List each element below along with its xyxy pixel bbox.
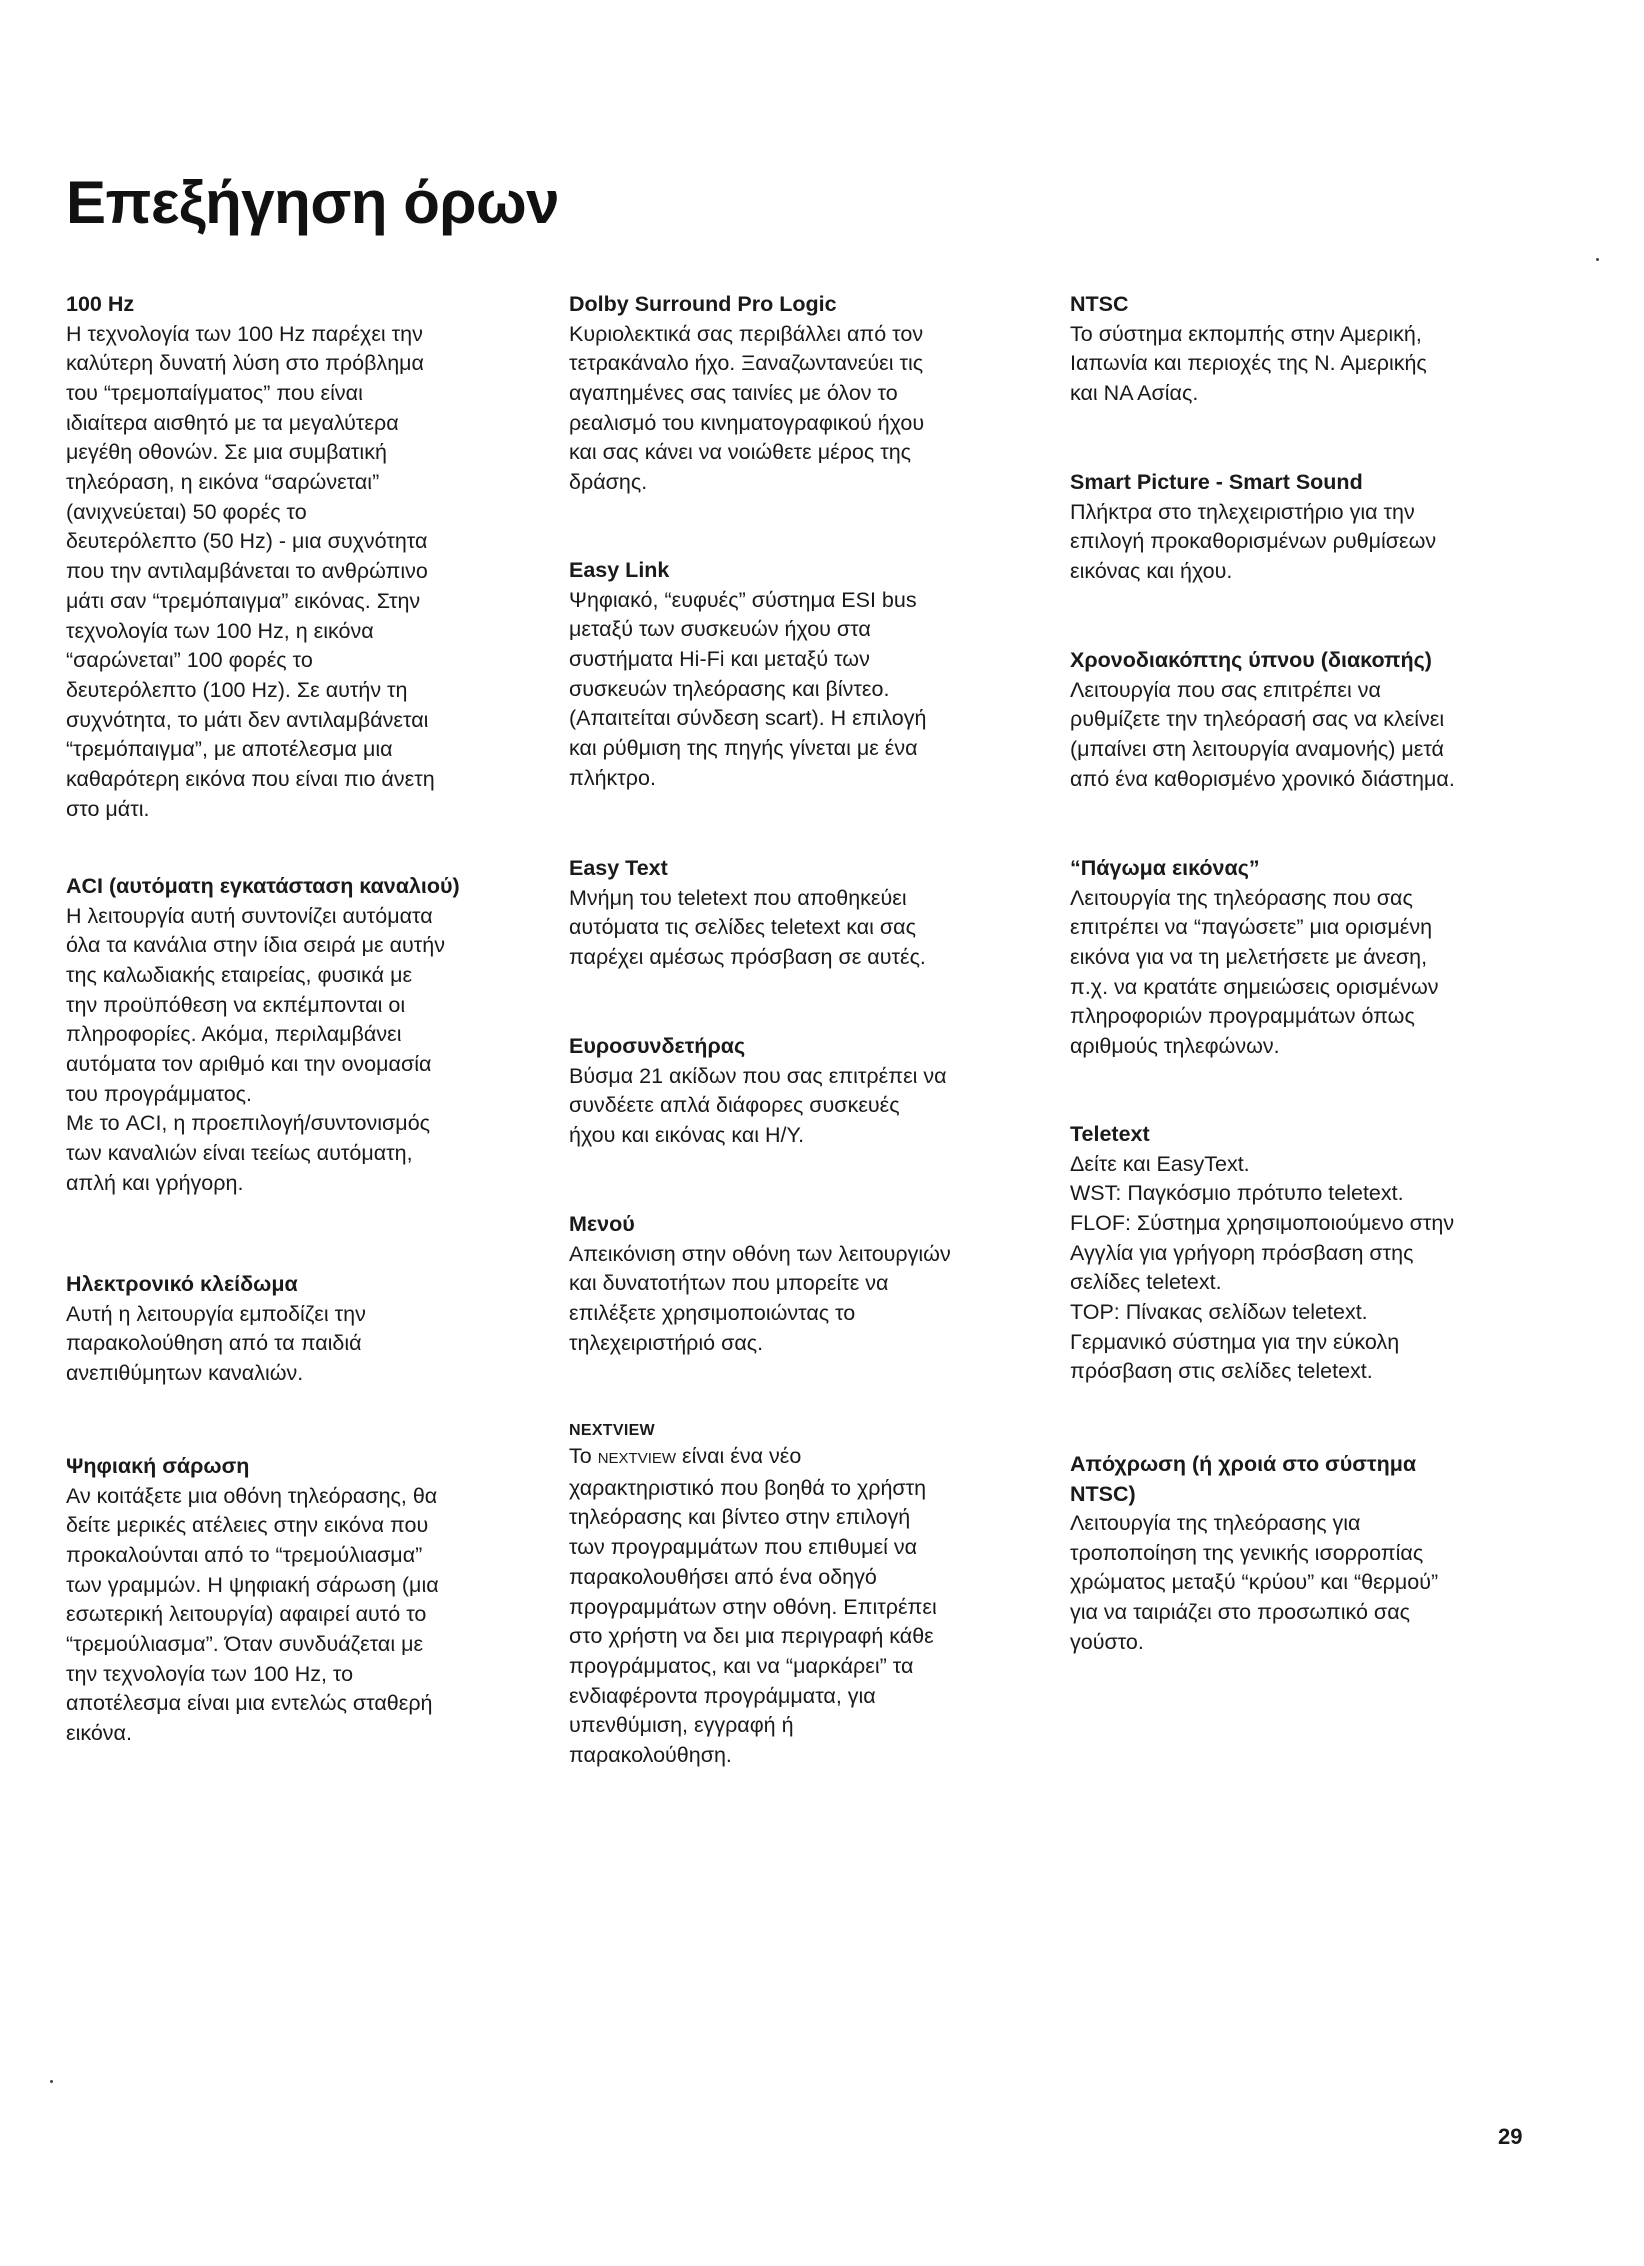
glossary-definition: Λειτουργία της τηλεόρασης για τροποποίηση της γενικής ισορροπίας χρώματος μεταξύ “κρύου” και “θερμού” για να ταιριάζει στο προσωπικό σας γούστο. — [1070, 1511, 1439, 1654]
scan-speck — [50, 2080, 53, 2083]
glossary-term: Teletext — [1070, 1122, 1150, 1146]
glossary-entry-smart-picture — [1070, 468, 1540, 587]
page-title: Επεξήγηση όρων — [66, 169, 560, 236]
glossary-definition: Το σύστημα εκπομπής στην Αμερική, Ιαπωνία και περιοχές της Ν. Αμερικής και ΝΑ Ασίας. — [1070, 321, 1427, 405]
glossary-definition: Η λειτουργία αυτή συντονίζει αυτόματα όλα τα κανάλια στην ίδια σειρά με αυτήν της καλωδιακής εταιρείας, φυσικά με την προϋπόθεση να εκπέμπονται οι πληροφορίες. Ακόμα, περιλαμβάνει αυτόματα τον αριθμό και την ονομασία του προγράμματος. Με το ACI, η προεπιλογή/συντονισμός των καναλιών είναι τεείως αυτόματη, απλή και γρήγορη. — [66, 903, 445, 1195]
glossary-definition: Μνήμη του teletext που αποθηκεύει αυτόματα τις σελίδες teletext και σας παρέχει αμέσως πρόσβαση σε αυτές. — [569, 885, 926, 969]
glossary-term: Μενού — [569, 1212, 635, 1236]
glossary-entry-freeze-frame — [1070, 854, 1540, 1062]
glossary-term: NTSC — [1070, 292, 1129, 316]
glossary-definition: Δείτε και EasyText. WST: Παγκόσμιο πρότυπο teletext. FLOF: Σύστημα χρησιμοποιούμενο στην Αγγλία για γρήγορη πρόσβαση στης σελίδες teletext. TOP: Πίνακας σελίδων teletext. Γερμανικό σύστημα για την εύκολη πρόσβαση στις σελίδες teletext. — [1070, 1151, 1455, 1384]
glossary-entry-ntsc — [1070, 290, 1540, 409]
definition-prefix: Το — [569, 1444, 598, 1468]
glossary-definition: Βύσμα 21 ακίδων που σας επιτρέπει να συνδέετε απλά διάφορες συσκευές ήχου και εικόνας και Η/Υ. — [569, 1063, 947, 1147]
definition-body: είναι ένα νέο χαρακτηριστικό που βοηθά το χρήστη τηλεόρασης και βίντεο στην επιλογή των προγραμμάτων που επιθυμεί να παρακολουθήσει από ένα οδηγό προγραμμάτων στην οθόνη. Επιτρέπει στο χρήστη να δει μια περιγραφή κάθε προγράμματος, και να “μαρκάρει” τα ενδιαφέροντα προγράμματα, για υπενθύμιση, εγγραφή ή παρακολούθηση. — [569, 1444, 937, 1768]
glossary-term: Easy Link — [569, 558, 670, 582]
glossary-entry-digital-scan — [66, 1452, 536, 1749]
glossary-term: Απόχρωση (ή χροιά στο σύστημα NTSC) — [1070, 1452, 1417, 1506]
glossary-definition: Η τεχνολογία των 100 Hz παρέχει την καλύτερη δυνατή λύση στο πρόβλημα του “τρεμοπαίγματος” που είναι ιδιαίτερα αισθητό με τα μεγαλύτερα μεγέθη οθονών. Σε μια συμβατική τηλεόραση, η εικόνα “σαρώνεται” (ανιχνεύεται) 50 φορές το δευτερόλεπτο (50 Hz) - μια συχνότητα που την αντιλαμβάνεται το ανθρώπινο μάτι σαν “τρεμόπαιγμα” εικόνας. Στην τεχνολογία των 100 Hz, η εικόνα “σαρώνεται” 100 φορές το δευτερόλεπτο (100 Hz). Σε αυτήν τη συχνότητα, το μάτι δεν αντιλαμβάνεται “τρεμόπαιγμα”, με αποτέλεσμα μια καθαρότερη εικόνα που είναι πιο άνετη στο μάτι. — [66, 321, 435, 821]
glossary-definition: Κυριολεκτικά σας περιβάλλει από τον τετρακάναλο ήχο. Ξαναζωντανεύει τις αγαπημένες σας ταινίες με όλον το ρεαλισμό του κινηματογραφικού ήχου και σας κάνει να νοιώθετε μέρος της δράσης. — [569, 321, 925, 495]
nextview-brand: NEXTVIEW — [597, 1450, 677, 1467]
glossary-entry-euroconnector — [569, 1032, 1039, 1151]
glossary-term: 100 Hz — [66, 292, 135, 316]
glossary-definition — [569, 1442, 1039, 1771]
page-number: 29 — [1498, 2124, 1523, 2149]
glossary-term: Χρονοδιακόπτης ύπνου (διακοπής) — [1070, 648, 1432, 672]
glossary-entry-dolby-surround — [569, 290, 1039, 498]
glossary-entry-electronic-lock — [66, 1270, 536, 1389]
glossary-term: Ηλεκτρονικό κλείδωμα — [66, 1272, 298, 1296]
glossary-entry-hue — [1070, 1450, 1540, 1658]
scan-speck — [1596, 258, 1599, 261]
glossary-entry-menu — [569, 1210, 1039, 1358]
glossary-definition: Αυτή η λειτουργία εμποδίζει την παρακολούθηση από τα παιδιά ανεπιθύμητων καναλιών. — [66, 1301, 366, 1385]
glossary-term: Easy Text — [569, 856, 668, 880]
glossary-entry-100hz — [66, 290, 536, 824]
glossary-definition: Λειτουργία της τηλεόρασης που σας επιτρέπει να “παγώσετε” μια ορισμένη εικόνα για να τη μελετήσετε με άνεση, π.χ. να κρατάτε σημειώσεις ορισμένων πληροφοριών προγραμμάτων όπως αριθμούς τηλεφώνων. — [1070, 885, 1439, 1059]
glossary-entry-aci — [66, 872, 536, 1199]
glossary-definition: Αν κοιτάξετε μια οθόνη τηλεόρασης, θα δείτε μερικές ατέλειες στην εικόνα που προκαλούνται από το “τρεμούλιασμα” των γραμμών. Η ψηφιακή σάρωση (μια εσωτερική λειτουργία) αφαιρεί αυτό το “τρεμούλιασμα”. Όταν συνδυάζεται με την τεχνολογία των 100 Hz, το αποτέλεσμα είναι μια εντελώς σταθερή εικόνα. — [66, 1483, 439, 1746]
glossary-entry-easy-text — [569, 854, 1039, 973]
glossary-term: ACI (αυτόματη εγκατάσταση καναλιού) — [66, 874, 460, 898]
glossary-term: Dolby Surround Pro Logic — [569, 292, 837, 316]
glossary-term: “Πάγωμα εικόνας” — [1070, 856, 1260, 880]
glossary-entry-easy-link — [569, 556, 1039, 793]
glossary-term: NEXTVIEW — [569, 1422, 655, 1439]
glossary-term: Ευροσυνδετήρας — [569, 1034, 746, 1058]
glossary-definition: Ψηφιακό, “ευφυές” σύστημα ESI bus μεταξύ των συσκευών ήχου στα συστήματα Hi-Fi και μεταξύ των συσκευών τηλεόρασης και βίντεο. (Απαιτείται σύνδεση scart). Η επιλογή και ρύθμιση της πηγής γίνεται με ένα πλήκτρο. — [569, 587, 927, 790]
glossary-definition: Λειτουργία που σας επιτρέπει να ρυθμίζετε την τηλεόρασή σας να κλείνει (μπαίνει στη λειτουργία αναμονής) μετά από ένα καθορισμένο χρονικό διάστημα. — [1070, 677, 1455, 791]
glossary-term: Smart Picture - Smart Sound — [1070, 470, 1363, 494]
glossary-entry-teletext — [1070, 1120, 1540, 1387]
glossary-entry-nextview — [569, 1420, 1039, 1771]
glossary-entry-sleep-timer — [1070, 646, 1540, 794]
glossary-term: Ψηφιακή σάρωση — [66, 1454, 250, 1478]
glossary-definition: Πλήκτρα στο τηλεχειριστήριο για την επιλογή προκαθορισμένων ρυθμίσεων εικόνας και ήχου. — [1070, 499, 1437, 583]
glossary-definition: Απεικόνιση στην οθόνη των λειτουργιών και δυνατοτήτων που μπορείτε να επιλέξετε χρησιμοποιώντας το τηλεχειριστήριό σας. — [569, 1241, 951, 1355]
